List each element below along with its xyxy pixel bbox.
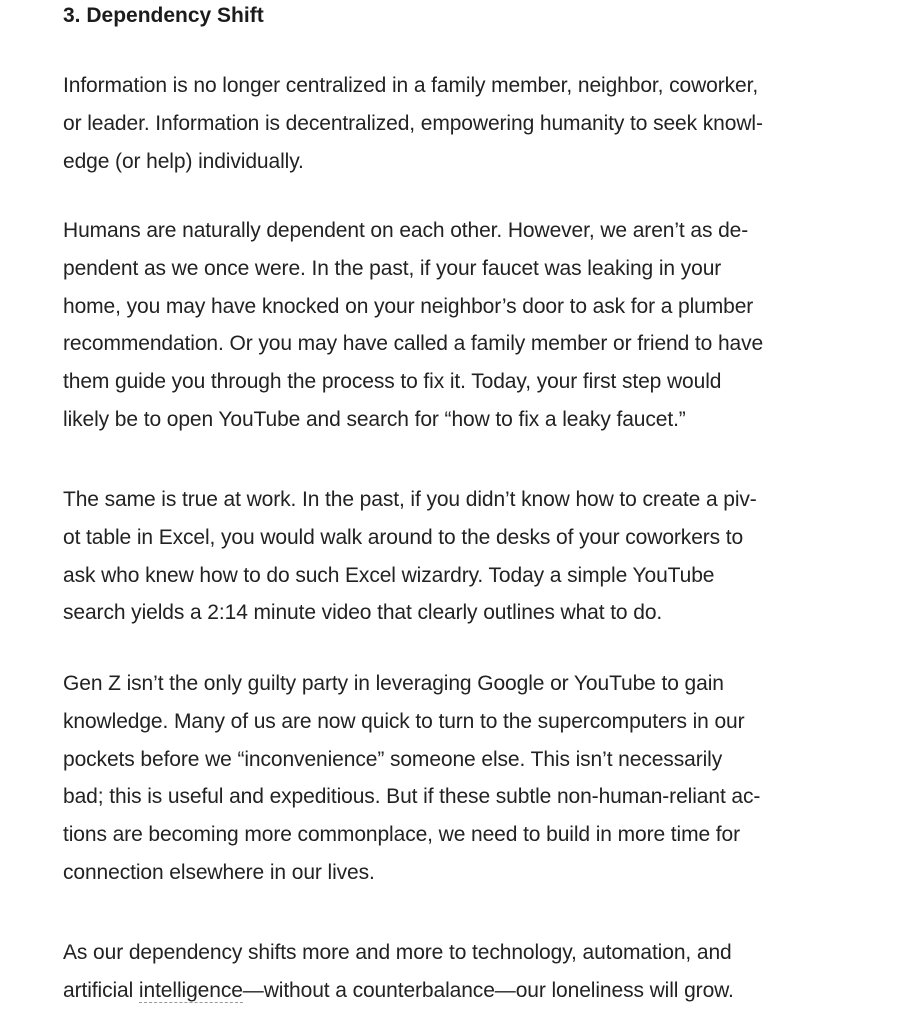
paragraph-information bbox=[63, 67, 883, 180]
text-line: recommendation. Or you may have called a family member or friend to have bbox=[63, 332, 764, 356]
text-line: The same is true at work. In the past, if you didn’t know how to create a piv- bbox=[63, 488, 757, 511]
paragraph-humans bbox=[63, 212, 883, 439]
text-line: pockets before we “inconvenience” someone else. This isn’t necessarily bbox=[63, 747, 723, 771]
text-line: home, you may have knocked on your neighbor’s door to ask for a plumber bbox=[63, 294, 754, 318]
text-line: ask who knew how to do such Excel wizardry. Today a simple YouTube bbox=[63, 563, 715, 587]
section-heading: 3. Dependency Shift bbox=[63, 4, 264, 27]
text-line: likely be to open YouTube and search for “how to fix a leaky faucet.” bbox=[63, 407, 686, 431]
paragraph-work bbox=[63, 481, 883, 632]
text-segment: artificial bbox=[63, 978, 139, 1002]
text-line: edge (or help) individually. bbox=[63, 149, 304, 173]
text-line: pendent as we once were. In the past, if your faucet was leaking in your bbox=[63, 256, 722, 280]
text-line: or leader. Information is decentralized, empowering humanity to seek knowl- bbox=[63, 111, 763, 135]
paragraph-gen-z bbox=[63, 665, 883, 892]
text-line bbox=[63, 972, 883, 1010]
text-line: connection elsewhere in our lives. bbox=[63, 860, 375, 884]
text-line: Humans are naturally dependent on each other. However, we aren’t as de- bbox=[63, 219, 749, 242]
text-line: them guide you through the process to fix it. Today, your first step would bbox=[63, 370, 722, 394]
text-line: Gen Z isn’t the only guilty party in leveraging Google or YouTube to gain bbox=[63, 672, 724, 695]
text-line: knowledge. Many of us are now quick to turn to the supercomputers in our bbox=[63, 709, 745, 733]
paragraph-conclusion bbox=[63, 934, 883, 1010]
text-line: As our dependency shifts more and more to technology, automation, and bbox=[63, 941, 732, 964]
text-line: Information is no longer centralized in a family member, neighbor, coworker, bbox=[63, 74, 759, 97]
glossary-link-intelligence[interactable]: intelligence bbox=[138, 978, 243, 1002]
text-line: search yields a 2:14 minute video that clearly outlines what to do. bbox=[63, 601, 663, 625]
text-line: bad; this is useful and expeditious. But if these subtle non-human-reliant ac- bbox=[63, 785, 761, 809]
text-line: ot table in Excel, you would walk around to the desks of your coworkers to bbox=[63, 525, 744, 549]
text-line: tions are becoming more commonplace, we need to build in more time for bbox=[63, 823, 740, 847]
text-segment: —without a counterbalance—our loneliness will grow. bbox=[242, 978, 734, 1002]
